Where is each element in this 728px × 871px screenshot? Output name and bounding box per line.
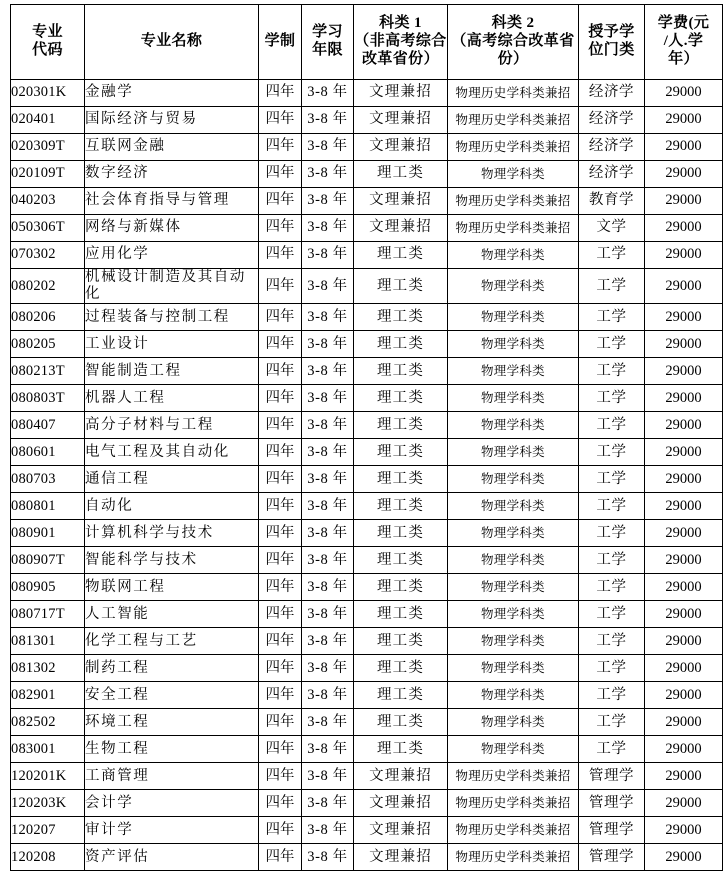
majors-table — [10, 4, 723, 871]
table-row — [11, 304, 723, 331]
cell-span: 3-8 年 — [302, 412, 354, 439]
cell-degree: 工学 — [579, 628, 645, 655]
cell-fee: 29000 — [645, 574, 723, 601]
cell-code: 080206 — [11, 304, 85, 331]
cell-system: 四年 — [259, 107, 302, 134]
cell-span: 3-8 年 — [302, 763, 354, 790]
cell-system: 四年 — [259, 412, 302, 439]
cell-cat2: 物理学科类 — [448, 574, 579, 601]
table-row — [11, 736, 723, 763]
cell-cat1: 理工类 — [354, 709, 448, 736]
cell-fee: 29000 — [645, 439, 723, 466]
cell-cat2: 物理历史学科类兼招 — [448, 188, 579, 215]
cell-code: 080905 — [11, 574, 85, 601]
cell-degree: 工学 — [579, 574, 645, 601]
column-header-degree — [579, 5, 645, 80]
cell-fee: 29000 — [645, 682, 723, 709]
cell-code: 120207 — [11, 817, 85, 844]
cell-code: 080717T — [11, 601, 85, 628]
cell-cat2: 物理学科类 — [448, 412, 579, 439]
cell-degree: 管理学 — [579, 763, 645, 790]
cell-cat1: 理工类 — [354, 655, 448, 682]
cell-system: 四年 — [259, 709, 302, 736]
cell-cat1: 理工类 — [354, 269, 448, 304]
cell-cat2: 物理学科类 — [448, 466, 579, 493]
cell-cat1: 理工类 — [354, 412, 448, 439]
cell-cat1: 理工类 — [354, 601, 448, 628]
cell-degree: 工学 — [579, 466, 645, 493]
cell-name: 会计学 — [85, 790, 259, 817]
cell-span: 3-8 年 — [302, 161, 354, 188]
table-row — [11, 107, 723, 134]
cell-code: 120201K — [11, 763, 85, 790]
cell-cat1: 文理兼招 — [354, 817, 448, 844]
cell-name: 机械设计制造及其自动化 — [85, 269, 259, 304]
cell-code: 080803T — [11, 385, 85, 412]
cell-system: 四年 — [259, 844, 302, 871]
cell-name: 自动化 — [85, 493, 259, 520]
cell-name: 通信工程 — [85, 466, 259, 493]
cell-system: 四年 — [259, 304, 302, 331]
column-header-cat2-line-1: 科类 2 — [491, 15, 535, 32]
cell-cat2: 物理学科类 — [448, 439, 579, 466]
cell-name: 智能科学与技术 — [85, 547, 259, 574]
cell-name: 互联网金融 — [85, 134, 259, 161]
cell-fee: 29000 — [645, 520, 723, 547]
cell-fee: 29000 — [645, 80, 723, 107]
cell-fee: 29000 — [645, 628, 723, 655]
column-header-code-line-1: 专业 — [32, 24, 63, 41]
column-header-span-line-2: 年限 — [312, 42, 343, 58]
cell-fee: 29000 — [645, 817, 723, 844]
cell-span: 3-8 年 — [302, 107, 354, 134]
cell-span: 3-8 年 — [302, 188, 354, 215]
table-row — [11, 269, 723, 304]
cell-code: 083001 — [11, 736, 85, 763]
cell-name: 生物工程 — [85, 736, 259, 763]
cell-cat2: 物理学科类 — [448, 385, 579, 412]
cell-system: 四年 — [259, 520, 302, 547]
table-row — [11, 134, 723, 161]
cell-name: 计算机科学与技术 — [85, 520, 259, 547]
cell-span: 3-8 年 — [302, 709, 354, 736]
cell-fee: 29000 — [645, 161, 723, 188]
column-header-cat1-line-1: 科类 1 — [379, 15, 422, 32]
cell-cat1: 理工类 — [354, 242, 448, 269]
column-header-system-line-1: 学制 — [264, 33, 296, 50]
cell-span: 3-8 年 — [302, 547, 354, 574]
cell-system: 四年 — [259, 215, 302, 242]
table-row — [11, 385, 723, 412]
cell-cat2: 物理历史学科类兼招 — [448, 844, 579, 871]
cell-degree: 工学 — [579, 709, 645, 736]
cell-name: 工商管理 — [85, 763, 259, 790]
cell-cat1: 文理兼招 — [354, 844, 448, 871]
column-header-fee-line-2: /人.学 — [663, 33, 704, 50]
cell-code: 080703 — [11, 466, 85, 493]
cell-code: 120203K — [11, 790, 85, 817]
cell-fee: 29000 — [645, 269, 723, 304]
cell-cat1: 理工类 — [354, 520, 448, 547]
table-row — [11, 709, 723, 736]
cell-span: 3-8 年 — [302, 736, 354, 763]
table-row — [11, 574, 723, 601]
cell-system: 四年 — [259, 655, 302, 682]
cell-system: 四年 — [259, 161, 302, 188]
cell-degree: 教育学 — [579, 188, 645, 215]
cell-fee: 29000 — [645, 134, 723, 161]
cell-system: 四年 — [259, 269, 302, 304]
cell-system: 四年 — [259, 439, 302, 466]
cell-cat2: 物理学科类 — [448, 358, 579, 385]
cell-name: 机器人工程 — [85, 385, 259, 412]
cell-code: 080202 — [11, 269, 85, 304]
cell-system: 四年 — [259, 188, 302, 215]
cell-cat2: 物理学科类 — [448, 709, 579, 736]
cell-cat1: 理工类 — [354, 682, 448, 709]
column-header-fee-line-3: 年） — [668, 50, 699, 67]
cell-cat1: 理工类 — [354, 466, 448, 493]
cell-name: 工业设计 — [85, 331, 259, 358]
cell-system: 四年 — [259, 817, 302, 844]
cell-name: 物联网工程 — [85, 574, 259, 601]
cell-span: 3-8 年 — [302, 269, 354, 304]
cell-degree: 管理学 — [579, 790, 645, 817]
cell-cat1: 理工类 — [354, 304, 448, 331]
cell-fee: 29000 — [645, 466, 723, 493]
cell-span: 3-8 年 — [302, 304, 354, 331]
cell-system: 四年 — [259, 628, 302, 655]
cell-code: 080407 — [11, 412, 85, 439]
table-row — [11, 331, 723, 358]
cell-name: 应用化学 — [85, 242, 259, 269]
cell-degree: 工学 — [579, 682, 645, 709]
table-row — [11, 215, 723, 242]
cell-cat1: 理工类 — [354, 161, 448, 188]
cell-degree: 工学 — [579, 269, 645, 304]
cell-degree: 工学 — [579, 304, 645, 331]
cell-system: 四年 — [259, 242, 302, 269]
cell-name: 人工智能 — [85, 601, 259, 628]
cell-cat1: 文理兼招 — [354, 790, 448, 817]
cell-code: 020309T — [11, 134, 85, 161]
cell-code: 080205 — [11, 331, 85, 358]
cell-cat1: 理工类 — [354, 628, 448, 655]
column-header-degree-line-1: 授予学 — [588, 24, 635, 41]
cell-span: 3-8 年 — [302, 574, 354, 601]
table-row — [11, 655, 723, 682]
cell-code: 050306T — [11, 215, 85, 242]
column-header-code-line-2: 代码 — [32, 42, 63, 58]
cell-cat1: 理工类 — [354, 331, 448, 358]
table-row — [11, 520, 723, 547]
cell-degree: 文学 — [579, 215, 645, 242]
cell-fee: 29000 — [645, 655, 723, 682]
cell-code: 080213T — [11, 358, 85, 385]
column-header-degree-line-2: 位门类 — [588, 42, 635, 58]
cell-cat2: 物理学科类 — [448, 493, 579, 520]
column-header-cat1-line-2: （非高考综合改革省份） — [354, 33, 447, 67]
cell-degree: 经济学 — [579, 80, 645, 107]
cell-cat1: 理工类 — [354, 358, 448, 385]
cell-cat1: 理工类 — [354, 493, 448, 520]
cell-cat1: 文理兼招 — [354, 80, 448, 107]
cell-code: 080801 — [11, 493, 85, 520]
table-body — [11, 80, 723, 871]
cell-code: 020109T — [11, 161, 85, 188]
cell-degree: 工学 — [579, 736, 645, 763]
cell-system: 四年 — [259, 790, 302, 817]
cell-name: 国际经济与贸易 — [85, 107, 259, 134]
cell-span: 3-8 年 — [302, 493, 354, 520]
table-row — [11, 817, 723, 844]
cell-fee: 29000 — [645, 412, 723, 439]
cell-fee: 29000 — [645, 547, 723, 574]
cell-name: 金融学 — [85, 80, 259, 107]
cell-system: 四年 — [259, 134, 302, 161]
cell-span: 3-8 年 — [302, 628, 354, 655]
table-row — [11, 242, 723, 269]
column-header-system — [259, 5, 302, 80]
cell-span: 3-8 年 — [302, 844, 354, 871]
cell-degree: 经济学 — [579, 107, 645, 134]
cell-span: 3-8 年 — [302, 466, 354, 493]
cell-system: 四年 — [259, 601, 302, 628]
cell-name: 安全工程 — [85, 682, 259, 709]
cell-name: 智能制造工程 — [85, 358, 259, 385]
cell-degree: 工学 — [579, 242, 645, 269]
cell-span: 3-8 年 — [302, 242, 354, 269]
cell-fee: 29000 — [645, 763, 723, 790]
cell-fee: 29000 — [645, 601, 723, 628]
table-row — [11, 358, 723, 385]
cell-name: 化学工程与工艺 — [85, 628, 259, 655]
cell-degree: 工学 — [579, 520, 645, 547]
column-header-span-line-1: 学习 — [312, 24, 343, 41]
cell-fee: 29000 — [645, 215, 723, 242]
cell-cat2: 物理学科类 — [448, 242, 579, 269]
table-row — [11, 601, 723, 628]
cell-name: 电气工程及其自动化 — [85, 439, 259, 466]
cell-cat2: 物理历史学科类兼招 — [448, 763, 579, 790]
cell-system: 四年 — [259, 466, 302, 493]
table-row — [11, 547, 723, 574]
cell-name: 高分子材料与工程 — [85, 412, 259, 439]
cell-span: 3-8 年 — [302, 331, 354, 358]
cell-cat1: 文理兼招 — [354, 763, 448, 790]
cell-name: 社会体育指导与管理 — [85, 188, 259, 215]
header-row — [11, 5, 723, 80]
cell-cat2: 物理历史学科类兼招 — [448, 790, 579, 817]
cell-code: 020401 — [11, 107, 85, 134]
column-header-name-line-1: 专业名称 — [140, 33, 203, 50]
cell-span: 3-8 年 — [302, 790, 354, 817]
cell-system: 四年 — [259, 682, 302, 709]
cell-system: 四年 — [259, 493, 302, 520]
cell-cat2: 物理学科类 — [448, 736, 579, 763]
table-header — [11, 5, 723, 80]
cell-degree: 工学 — [579, 601, 645, 628]
cell-span: 3-8 年 — [302, 520, 354, 547]
table-row — [11, 763, 723, 790]
cell-code: 081301 — [11, 628, 85, 655]
column-header-fee — [645, 5, 723, 80]
cell-degree: 经济学 — [579, 134, 645, 161]
cell-cat1: 理工类 — [354, 439, 448, 466]
table-row — [11, 466, 723, 493]
cell-code: 081302 — [11, 655, 85, 682]
cell-cat2: 物理学科类 — [448, 601, 579, 628]
cell-degree: 工学 — [579, 655, 645, 682]
cell-cat1: 理工类 — [354, 385, 448, 412]
cell-cat2: 物理学科类 — [448, 655, 579, 682]
cell-system: 四年 — [259, 385, 302, 412]
cell-degree: 经济学 — [579, 161, 645, 188]
column-header-cat1 — [354, 5, 448, 80]
cell-fee: 29000 — [645, 493, 723, 520]
cell-degree: 管理学 — [579, 817, 645, 844]
cell-system: 四年 — [259, 358, 302, 385]
cell-cat2: 物理学科类 — [448, 331, 579, 358]
cell-span: 3-8 年 — [302, 682, 354, 709]
cell-system: 四年 — [259, 547, 302, 574]
table-row — [11, 161, 723, 188]
cell-system: 四年 — [259, 80, 302, 107]
cell-cat1: 文理兼招 — [354, 134, 448, 161]
cell-span: 3-8 年 — [302, 134, 354, 161]
cell-name: 过程装备与控制工程 — [85, 304, 259, 331]
cell-name: 资产评估 — [85, 844, 259, 871]
cell-cat2: 物理历史学科类兼招 — [448, 817, 579, 844]
cell-cat2: 物理学科类 — [448, 520, 579, 547]
table-row — [11, 790, 723, 817]
cell-fee: 29000 — [645, 385, 723, 412]
cell-fee: 29000 — [645, 107, 723, 134]
cell-cat2: 物理历史学科类兼招 — [448, 107, 579, 134]
cell-name: 网络与新媒体 — [85, 215, 259, 242]
cell-span: 3-8 年 — [302, 385, 354, 412]
cell-cat1: 理工类 — [354, 547, 448, 574]
cell-cat2: 物理学科类 — [448, 269, 579, 304]
cell-code: 082502 — [11, 709, 85, 736]
cell-name: 制药工程 — [85, 655, 259, 682]
table-row — [11, 844, 723, 871]
cell-fee: 29000 — [645, 790, 723, 817]
cell-span: 3-8 年 — [302, 439, 354, 466]
cell-cat2: 物理学科类 — [448, 161, 579, 188]
cell-cat2: 物理学科类 — [448, 628, 579, 655]
column-header-code — [11, 5, 85, 80]
cell-degree: 工学 — [579, 331, 645, 358]
cell-degree: 管理学 — [579, 844, 645, 871]
cell-fee: 29000 — [645, 304, 723, 331]
table-row — [11, 188, 723, 215]
cell-system: 四年 — [259, 331, 302, 358]
cell-fee: 29000 — [645, 188, 723, 215]
cell-name: 环境工程 — [85, 709, 259, 736]
column-header-fee-line-1: 学费(元 — [657, 15, 710, 32]
cell-code: 080901 — [11, 520, 85, 547]
cell-system: 四年 — [259, 574, 302, 601]
cell-code: 080601 — [11, 439, 85, 466]
cell-code: 040203 — [11, 188, 85, 215]
table-row — [11, 493, 723, 520]
cell-cat1: 文理兼招 — [354, 188, 448, 215]
cell-system: 四年 — [259, 736, 302, 763]
cell-cat1: 文理兼招 — [354, 107, 448, 134]
cell-cat2: 物理历史学科类兼招 — [448, 80, 579, 107]
table-row — [11, 439, 723, 466]
cell-cat2: 物理学科类 — [448, 304, 579, 331]
cell-code: 020301K — [11, 80, 85, 107]
cell-code: 120208 — [11, 844, 85, 871]
cell-cat1: 理工类 — [354, 574, 448, 601]
cell-fee: 29000 — [645, 358, 723, 385]
table-row — [11, 80, 723, 107]
cell-code: 080907T — [11, 547, 85, 574]
cell-degree: 工学 — [579, 358, 645, 385]
cell-cat1: 理工类 — [354, 736, 448, 763]
cell-cat2: 物理学科类 — [448, 547, 579, 574]
cell-span: 3-8 年 — [302, 215, 354, 242]
cell-span: 3-8 年 — [302, 817, 354, 844]
column-header-cat2-line-2: （高考综合改革省份） — [451, 33, 575, 67]
cell-fee: 29000 — [645, 331, 723, 358]
cell-degree: 工学 — [579, 493, 645, 520]
table-row — [11, 412, 723, 439]
cell-degree: 工学 — [579, 547, 645, 574]
cell-code: 070302 — [11, 242, 85, 269]
cell-span: 3-8 年 — [302, 358, 354, 385]
cell-degree: 工学 — [579, 385, 645, 412]
cell-degree: 工学 — [579, 412, 645, 439]
cell-name: 审计学 — [85, 817, 259, 844]
cell-cat2: 物理历史学科类兼招 — [448, 215, 579, 242]
cell-name: 数字经济 — [85, 161, 259, 188]
cell-fee: 29000 — [645, 242, 723, 269]
column-header-name — [85, 5, 259, 80]
cell-span: 3-8 年 — [302, 601, 354, 628]
cell-system: 四年 — [259, 763, 302, 790]
cell-fee: 29000 — [645, 736, 723, 763]
table-row — [11, 628, 723, 655]
cell-span: 3-8 年 — [302, 655, 354, 682]
column-header-span — [302, 5, 354, 80]
table-row — [11, 682, 723, 709]
cell-cat2: 物理历史学科类兼招 — [448, 134, 579, 161]
cell-fee: 29000 — [645, 844, 723, 871]
cell-cat1: 文理兼招 — [354, 215, 448, 242]
cell-span: 3-8 年 — [302, 80, 354, 107]
column-header-cat2 — [448, 5, 579, 80]
cell-code: 082901 — [11, 682, 85, 709]
cell-fee: 29000 — [645, 709, 723, 736]
cell-cat2: 物理学科类 — [448, 682, 579, 709]
cell-degree: 工学 — [579, 439, 645, 466]
